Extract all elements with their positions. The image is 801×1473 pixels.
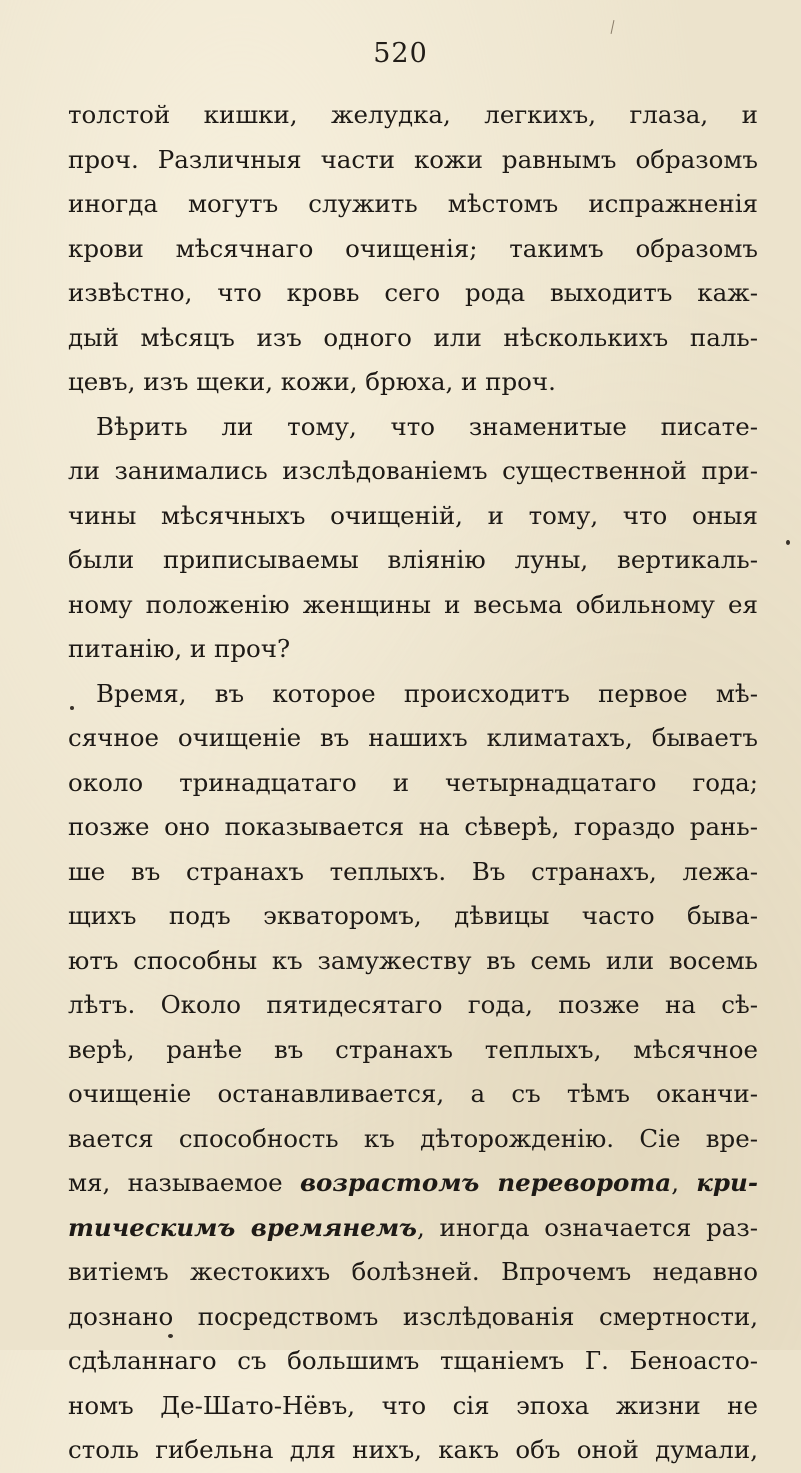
text-line: вается способность къ дѣторожденію. Сіе вре- <box>68 1123 758 1153</box>
text-line-with-emphasis <box>68 1161 758 1206</box>
text-line: ше въ странахъ теплыхъ. Въ странахъ, лежа- <box>68 856 758 886</box>
text-line: ному положенію женщины и весьма обильному ея <box>68 589 758 619</box>
text-line: столь гибельна для нихъ, какъ объ оной думали, <box>68 1435 758 1464</box>
text-line: ютъ способны къ замужеству въ семь или восемь <box>68 945 758 975</box>
paper-mark <box>611 20 615 34</box>
text-run: , иногда означается раз- <box>416 1212 758 1242</box>
body-text <box>68 93 758 1473</box>
text-line: толстой кишки, желудка, легкихъ, глаза, и <box>68 100 758 129</box>
text-line-with-emphasis <box>68 1206 758 1251</box>
text-line: витіемъ жестокихъ болѣзней. Впрочемъ недавно <box>68 1257 758 1286</box>
text-line: питанію, и проч? <box>68 634 291 663</box>
text-line: сдѣланнаго съ большимъ тщаніемъ Г. Беноастo- <box>68 1346 758 1375</box>
page-number: 520 <box>373 38 428 69</box>
emphasized-term: возрастомъ переворота <box>299 1168 672 1197</box>
text-line: проч. Различныя части кожи равнымъ образомъ <box>68 144 758 174</box>
text-line: очищеніе останавливается, а съ тѣмъ оканчи- <box>68 1079 758 1108</box>
text-run: , <box>671 1168 697 1197</box>
ink-speck <box>168 1334 173 1338</box>
text-line: ли занимались изслѣдованіемъ существенной при- <box>68 456 758 485</box>
text-line: дый мѣсяцъ изъ одного или нѣсколькихъ паль- <box>68 322 758 352</box>
text-line: крови мѣсячнаго очищенія; такимъ образомъ <box>68 233 758 263</box>
ink-speck <box>786 540 790 545</box>
text-line: извѣстно, что кровь сего рода выходитъ каж- <box>68 278 758 307</box>
text-line: верѣ, ранѣе въ странахъ теплыхъ, мѣсячное <box>68 1034 758 1064</box>
text-line: Вѣрить ли тому, что знаменитые писате- <box>96 411 758 441</box>
text-line: чины мѣсячныхъ очищеній, и тому, что оныя <box>68 500 758 530</box>
text-line: цевъ, изъ щеки, кожи, брюха, и проч. <box>68 367 556 396</box>
text-line: около тринадцатаго и четырнадцатаго года; <box>68 767 758 797</box>
text-run: мя, называемое <box>68 1168 300 1197</box>
text-line: дознано посредствомъ изслѣдованія смертности, <box>68 1301 758 1331</box>
text-line: щихъ подъ экваторомъ, дѣвицы часто быва- <box>68 901 758 930</box>
text-line: иногда могутъ служить мѣстомъ испражненія <box>68 189 758 218</box>
text-line: Время, въ которое происходитъ первое мѣ- <box>96 678 758 708</box>
ink-speck <box>70 706 74 710</box>
text-line: лѣтъ. Около пятидесятаго года, позже на сѣ- <box>68 990 758 1019</box>
text-line: позже оно показывается на сѣверѣ, гораздо рань- <box>68 812 758 841</box>
text-line: были приписываемы вліянію луны, вертикаль- <box>68 545 758 574</box>
text-line: сячное очищеніе въ нашихъ климатахъ, бываетъ <box>68 723 758 752</box>
emphasized-term: тическимъ времянемъ <box>68 1212 417 1242</box>
text-line: номъ Де-Шато-Нёвъ, что сія эпоха жизни не <box>68 1390 758 1420</box>
emphasized-term: кри- <box>696 1168 758 1197</box>
